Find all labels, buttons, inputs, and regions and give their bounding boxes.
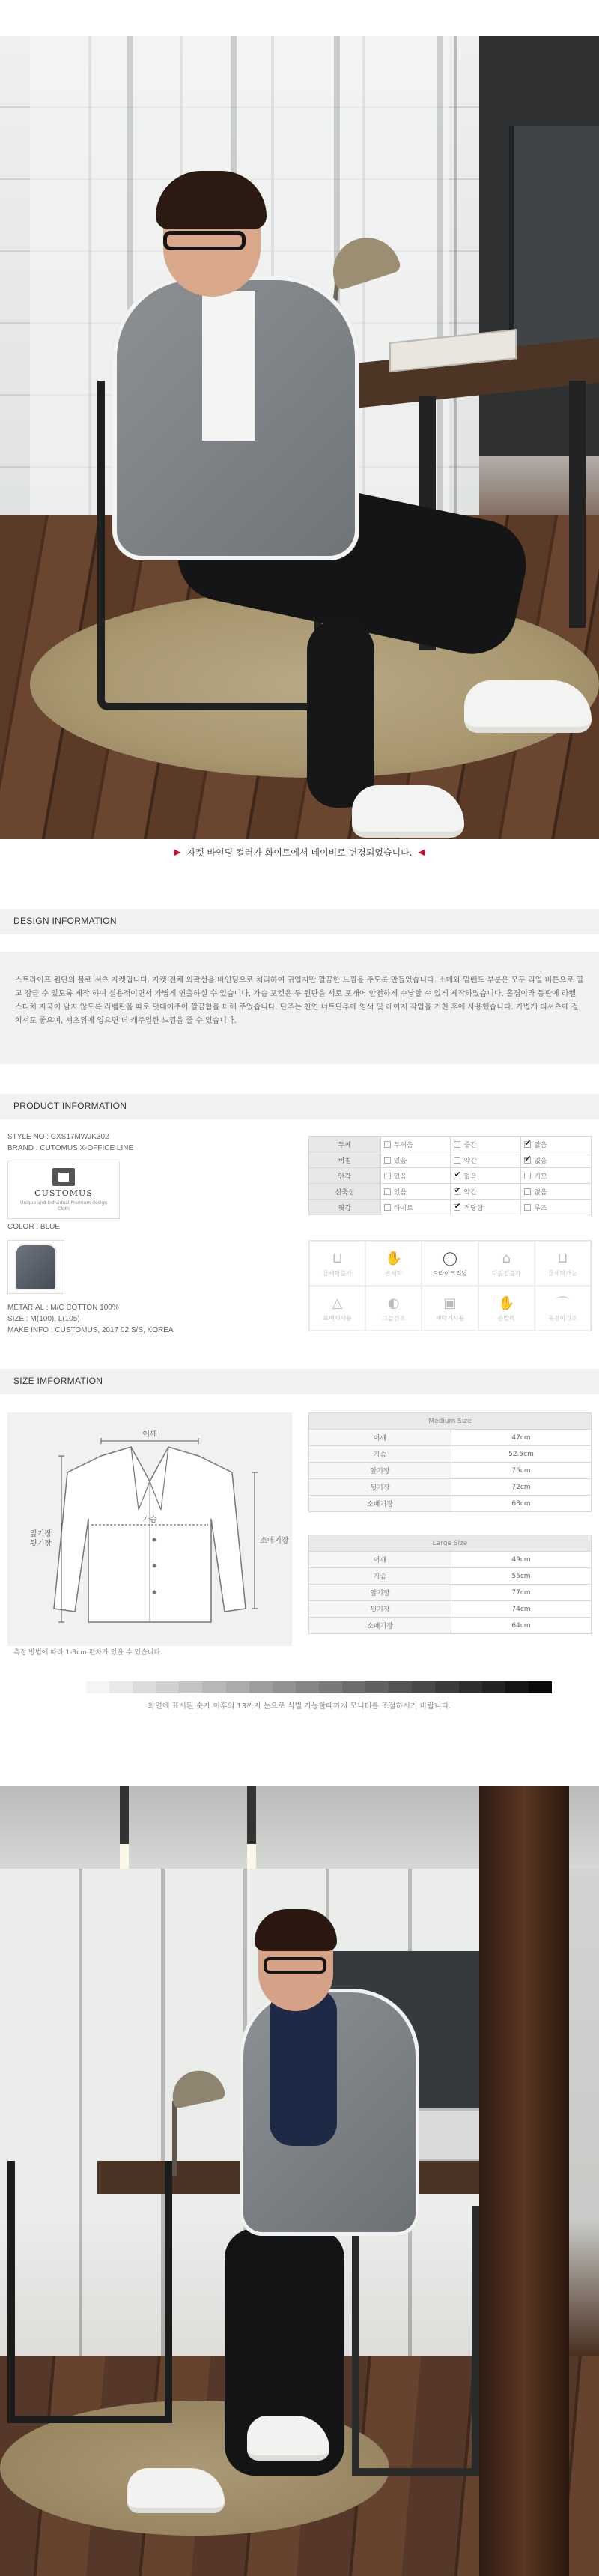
size-table-title: Large Size xyxy=(309,1535,592,1552)
size-measure-label: 가슴 xyxy=(309,1446,451,1463)
grayscale-step xyxy=(412,1681,435,1693)
attribute-row xyxy=(309,1137,592,1152)
care-item xyxy=(365,1241,422,1286)
checkbox-empty-icon xyxy=(384,1188,391,1195)
attribute-option xyxy=(521,1137,592,1152)
attribute-option xyxy=(380,1137,451,1152)
checkbox-empty-icon xyxy=(454,1157,460,1164)
grayscale-step xyxy=(389,1681,412,1693)
size-note: 측정 방법에 따라 1-3cm 편차가 있을 수 있습니다. xyxy=(13,1649,163,1657)
option-text: 없음 xyxy=(534,1188,547,1197)
care-label: 드라이크리닝 xyxy=(432,1270,468,1277)
hand-wash-icon: ✋ xyxy=(385,1250,402,1266)
logo-mark-icon xyxy=(52,1168,75,1186)
checkbox-empty-icon xyxy=(384,1173,391,1179)
care-item xyxy=(478,1286,535,1331)
attribute-row xyxy=(309,1152,592,1168)
logo-word: CUSTOMUS xyxy=(34,1188,93,1198)
care-label: 물세탁가능 xyxy=(548,1270,577,1277)
model-photo-top xyxy=(0,36,599,839)
option-text: 있음 xyxy=(393,1188,407,1197)
grayscale-step xyxy=(296,1681,319,1693)
size-measure-value: 75cm xyxy=(451,1463,592,1479)
size-measure-label: 뒷기장 xyxy=(309,1601,451,1618)
option-text: 약간 xyxy=(463,1157,477,1165)
triangle-left-icon: ◀ xyxy=(418,847,425,857)
size-table-title-row xyxy=(309,1413,592,1430)
care-label: 다림질불가 xyxy=(491,1270,521,1277)
care-item xyxy=(535,1241,591,1286)
option-text: 약간 xyxy=(463,1188,477,1197)
attribute-label: 안감 xyxy=(309,1168,381,1184)
size-measure-label: 어깨 xyxy=(309,1430,451,1446)
attribute-option xyxy=(380,1152,451,1168)
grayscale-step xyxy=(156,1681,179,1693)
size-row xyxy=(309,1618,592,1634)
size-measure-value: 74cm xyxy=(451,1601,592,1618)
hanger-icon: ⌒ xyxy=(556,1296,570,1312)
size-measure-label: 가슴 xyxy=(309,1568,451,1585)
grayscale-step xyxy=(226,1681,249,1693)
fabric-attributes-table xyxy=(308,1136,592,1215)
size-row xyxy=(309,1496,592,1512)
size-table-medium xyxy=(308,1412,592,1512)
make-info: MAKE INFO : CUSTOMUS, 2017 02 S/S, KOREA xyxy=(7,1326,174,1334)
option-text: 없음 xyxy=(534,1157,547,1165)
sizes: SIZE : M(100), L(105) xyxy=(7,1315,80,1323)
size-measure-value: 55cm xyxy=(451,1568,592,1585)
attribute-row xyxy=(309,1200,592,1215)
size-measure-label: 소매기장 xyxy=(309,1496,451,1512)
checkbox-empty-icon xyxy=(384,1141,391,1148)
checkbox-empty-icon xyxy=(524,1204,531,1211)
jacket-outline xyxy=(7,1412,292,1646)
attribute-row xyxy=(309,1184,592,1200)
wash-tub-icon: ⊔ xyxy=(332,1250,343,1266)
grayscale-step xyxy=(86,1681,109,1693)
material: METARIAL : M/C COTTON 100% xyxy=(7,1304,119,1312)
brand: BRAND : CUTOMUS X-OFFICE LINE xyxy=(7,1144,134,1152)
care-item xyxy=(365,1286,422,1331)
section-title: SIZE IMFORMATION xyxy=(13,1376,103,1386)
grayscale-step xyxy=(133,1681,156,1693)
care-instructions xyxy=(308,1240,592,1331)
design-text: 스트라이프 원단의 블랙 셔츠 자켓입니다. 자켓 전체 외곽선을 바인딩으로 처리하여 귀엽지만 깔끔한 느낌을 주도록 만들었습니다. 소매와 밑밴드 부분은 모두 리얼 버튼으로 열고 잠글 수 있도록 제작 하여 실용적이면서 가볍게 연출하실 수 있습니다. 가슴 포켓은 두 원단을 서로 포개어 안전하게 수납할 수 있게 제작하였습니다. 홀겹이라 등판에 라벨 스티치 자국이 남지 않도록 라벨판을 따로 덧대어주어 깔끔함을 더해 주었습니다. 단추는 천연 너트단추에 염색 및 레이저 작업을 거친 후에 사용했습니다. 가볍게 티셔츠에 걸치셔도 좋으며, 셔츠위에 입으면 더 캐주얼한 느낌을 줄 수 있습니다. xyxy=(15,976,583,1025)
grayscale-step xyxy=(179,1681,202,1693)
grayscale-step xyxy=(459,1681,482,1693)
size-table-title-row xyxy=(309,1535,592,1552)
model-photo-bottom xyxy=(0,1786,599,2576)
attribute-option xyxy=(521,1168,592,1184)
size-row xyxy=(309,1585,592,1601)
logo-subtitle: Unique and Individual Premium design Cloth xyxy=(20,1200,107,1212)
shade-dry-icon: ◐ xyxy=(387,1295,400,1311)
material-info xyxy=(7,1302,174,1336)
washer-icon: ▣ xyxy=(443,1295,457,1311)
grayscale-step xyxy=(529,1681,552,1693)
machine-wash-icon: ⊔ xyxy=(557,1250,568,1266)
attribute-option xyxy=(451,1184,521,1200)
size-measure-value: 63cm xyxy=(451,1496,592,1512)
design-description xyxy=(0,952,599,1064)
attribute-option xyxy=(521,1184,592,1200)
size-measure-value: 47cm xyxy=(451,1430,592,1446)
option-text: 두꺼움 xyxy=(393,1141,413,1149)
option-text: 적당함 xyxy=(463,1204,484,1212)
size-measure-label: 뒷기장 xyxy=(309,1479,451,1496)
size-row xyxy=(309,1601,592,1618)
grayscale-step xyxy=(342,1681,365,1693)
size-measure-label: 어깨 xyxy=(309,1552,451,1568)
size-table-title: Medium Size xyxy=(309,1413,592,1430)
size-info-header xyxy=(0,1369,599,1394)
notice-text: 자켓 바인딩 컬러가 화이트에서 네이비로 변경되었습니다. xyxy=(186,847,413,858)
size-row xyxy=(309,1430,592,1446)
hand-icon: ✋ xyxy=(497,1295,515,1311)
option-text: 얇음 xyxy=(534,1141,547,1149)
grayscale-step xyxy=(435,1681,458,1693)
dry-clean-icon: ◯ xyxy=(442,1250,458,1266)
diagram-label-shoulder: 어깨 xyxy=(142,1430,157,1439)
grayscale-step xyxy=(202,1681,225,1693)
grayscale-step xyxy=(249,1681,273,1693)
size-measure-label: 앞기장 xyxy=(309,1585,451,1601)
attribute-option xyxy=(521,1152,592,1168)
attribute-option xyxy=(380,1168,451,1184)
care-label: 손빨래 xyxy=(497,1315,515,1322)
size-measure-value: 77cm xyxy=(451,1585,592,1601)
option-text: 타이트 xyxy=(393,1204,413,1212)
size-table-large xyxy=(308,1535,592,1634)
attribute-option xyxy=(451,1152,521,1168)
grayscale-step xyxy=(319,1681,342,1693)
size-diagram xyxy=(7,1412,292,1646)
product-info-header xyxy=(0,1094,599,1119)
jacket-thumbnail xyxy=(15,1244,57,1290)
attribute-option xyxy=(451,1137,521,1152)
checkbox-empty-icon xyxy=(384,1204,391,1211)
attribute-option xyxy=(451,1168,521,1184)
grayscale-step xyxy=(365,1681,389,1693)
option-text: 기모 xyxy=(534,1173,547,1181)
product-meta xyxy=(7,1131,292,1154)
option-text: 없음 xyxy=(463,1173,477,1181)
size-measure-label: 소매기장 xyxy=(309,1618,451,1634)
size-measure-label: 앞기장 xyxy=(309,1463,451,1479)
size-row xyxy=(309,1479,592,1496)
care-label: 손세탁 xyxy=(385,1270,403,1277)
size-row xyxy=(309,1552,592,1568)
design-info-header xyxy=(0,909,599,934)
care-label: 표백제사용 xyxy=(323,1315,352,1322)
care-item xyxy=(309,1286,365,1331)
checkbox-checked-icon xyxy=(524,1141,531,1148)
diagram-label-length: 앞기장 뒷기장 xyxy=(30,1530,52,1548)
color-label: COLOR : BLUE xyxy=(7,1223,61,1231)
section-title: PRODUCT INFORMATION xyxy=(13,1101,127,1111)
checkbox-checked-icon xyxy=(524,1157,531,1164)
checkbox-checked-icon xyxy=(454,1173,460,1179)
diagram-label-chest: 가슴 xyxy=(142,1516,157,1524)
size-measure-value: 52.5cm xyxy=(451,1446,592,1463)
checkbox-empty-icon xyxy=(384,1157,391,1164)
option-text: 루즈 xyxy=(534,1204,547,1212)
style-no: STYLE NO : CXS17MWJK302 xyxy=(7,1133,109,1141)
checkbox-empty-icon xyxy=(524,1188,531,1195)
option-text: 있음 xyxy=(393,1157,407,1165)
size-row xyxy=(309,1568,592,1585)
care-item xyxy=(535,1286,591,1331)
grayscale-note: 화면에 표시된 숫자 이후의 13까지 눈으로 식별 가능할때까지 모니터를 조절하시기 바랍니다. xyxy=(148,1702,451,1711)
bleach-icon: △ xyxy=(332,1295,343,1311)
size-row xyxy=(309,1446,592,1463)
care-label: 옷걸이건조 xyxy=(548,1315,577,1322)
checkbox-empty-icon xyxy=(524,1173,531,1179)
care-label: 물세탁불가 xyxy=(323,1270,352,1277)
attribute-label: 핏감 xyxy=(309,1200,381,1215)
brand-logo xyxy=(7,1161,120,1219)
attribute-label: 신축성 xyxy=(309,1184,381,1200)
diagram-label-sleeve: 소매기장 xyxy=(260,1537,289,1545)
grayscale-step xyxy=(482,1681,505,1693)
color-change-notice xyxy=(0,841,599,863)
attribute-row xyxy=(309,1168,592,1184)
attribute-option xyxy=(380,1184,451,1200)
grayscale-step xyxy=(273,1681,296,1693)
care-item xyxy=(478,1241,535,1286)
monitor-grayscale-bar xyxy=(86,1681,552,1693)
attribute-option xyxy=(521,1200,592,1215)
care-item xyxy=(309,1241,365,1286)
attribute-option xyxy=(380,1200,451,1215)
care-label: 그늘건조 xyxy=(382,1315,406,1322)
size-measure-value: 72cm xyxy=(451,1479,592,1496)
triangle-right-icon: ▶ xyxy=(174,847,181,857)
iron-icon: ⌂ xyxy=(502,1250,511,1266)
section-title: DESIGN INFORMATION xyxy=(13,916,117,926)
care-label: 세탁기사용 xyxy=(435,1315,465,1322)
size-measure-value: 64cm xyxy=(451,1618,592,1634)
attribute-label: 두께 xyxy=(309,1137,381,1152)
size-row xyxy=(309,1463,592,1479)
size-measure-value: 49cm xyxy=(451,1552,592,1568)
option-text: 중간 xyxy=(463,1141,477,1149)
attribute-label: 비침 xyxy=(309,1152,381,1168)
checkbox-checked-icon xyxy=(454,1204,460,1211)
grayscale-step xyxy=(109,1681,133,1693)
attribute-option xyxy=(451,1200,521,1215)
checkbox-empty-icon xyxy=(454,1141,460,1148)
color-swatch[interactable] xyxy=(7,1240,64,1294)
option-text: 있음 xyxy=(393,1173,407,1181)
checkbox-checked-icon xyxy=(454,1188,460,1195)
care-item xyxy=(422,1286,478,1331)
care-item xyxy=(422,1241,478,1286)
grayscale-step xyxy=(505,1681,529,1693)
